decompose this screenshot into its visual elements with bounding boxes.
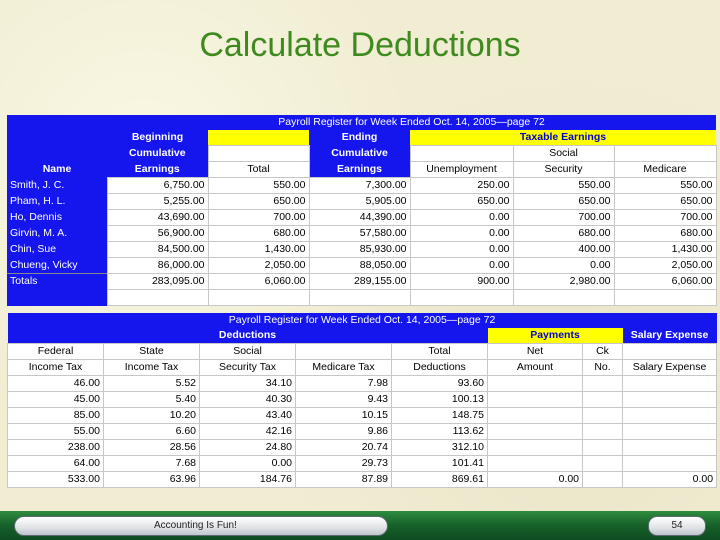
header-social-1: Social [513, 146, 614, 162]
cell-begin: 86,000.00 [107, 258, 208, 274]
cell-begin: 6,750.00 [107, 178, 208, 194]
cell-unemp: 650.00 [410, 194, 513, 210]
table-row [7, 258, 716, 274]
header-total-deductions-1: Total [392, 344, 488, 360]
totals-medicare: 6,060.00 [614, 274, 716, 290]
payroll-register-deductions [7, 313, 717, 488]
totals-social: 2,980.00 [513, 274, 614, 290]
cell-federal: 55.00 [8, 424, 104, 440]
cell-social: 550.00 [513, 178, 614, 194]
cell-unemp: 0.00 [410, 226, 513, 242]
empty-cell [488, 456, 583, 472]
totals-total: 6,060.00 [208, 274, 309, 290]
header-state-1: State [104, 344, 200, 360]
cell-state: 28.56 [104, 440, 200, 456]
employee-name: Chin, Sue [7, 242, 107, 258]
cell-state: 10.20 [104, 408, 200, 424]
cell-total: 650.00 [208, 194, 309, 210]
empty-cell [583, 424, 623, 440]
empty-cell [623, 440, 717, 456]
cell-medicare: 10.15 [296, 408, 392, 424]
empty-cell [583, 392, 623, 408]
table-row [8, 440, 717, 456]
employee-name: Girvin, M. A. [7, 226, 107, 242]
slide-title: Calculate Deductions [199, 26, 521, 64]
cell-ending: 57,580.00 [309, 226, 410, 242]
cell-social: 42.16 [200, 424, 296, 440]
header-social-2: Security [513, 162, 614, 178]
cell-unemp: 0.00 [410, 242, 513, 258]
cell-medicare: 700.00 [614, 210, 716, 226]
cell-medicare: 29.73 [296, 456, 392, 472]
footer-text: Accounting Is Fun! [154, 520, 237, 531]
cell-federal: 64.00 [8, 456, 104, 472]
empty-cell [488, 376, 583, 392]
header-net-1: Net [488, 344, 583, 360]
table-row [8, 424, 717, 440]
header-ck-2: No. [583, 360, 623, 376]
empty-cell [623, 456, 717, 472]
cell-total: 2,050.00 [208, 258, 309, 274]
cell-total: 113.62 [392, 424, 488, 440]
table-row [7, 178, 716, 194]
header-state-2: Income Tax [104, 360, 200, 376]
totals-medicare-tax: 87.89 [296, 472, 392, 488]
table-row [8, 408, 717, 424]
empty-cell [583, 408, 623, 424]
header-medicare: Medicare [614, 162, 716, 178]
empty-cell [623, 408, 717, 424]
cell-unemp: 0.00 [410, 258, 513, 274]
employee-name: Pham, H. L. [7, 194, 107, 210]
header-ending-1: Ending [309, 130, 410, 146]
cell-medicare: 650.00 [614, 194, 716, 210]
empty-cell [488, 408, 583, 424]
cell-medicare: 2,050.00 [614, 258, 716, 274]
employee-name: Smith, J. C. [7, 178, 107, 194]
cell-ending: 5,905.00 [309, 194, 410, 210]
cell-state: 7.68 [104, 456, 200, 472]
header-ck-1: Ck [583, 344, 623, 360]
empty-cell [488, 392, 583, 408]
empty-cell [488, 440, 583, 456]
header-social-tax-2: Security Tax [200, 360, 296, 376]
totals-net-amount: 0.00 [488, 472, 583, 488]
header-ending-3: Earnings [309, 162, 410, 178]
cell-social: 24.80 [200, 440, 296, 456]
cell-medicare: 9.86 [296, 424, 392, 440]
empty-cell [583, 440, 623, 456]
cell-total: 93.60 [392, 376, 488, 392]
header-name: Name [7, 162, 107, 178]
totals-unemployment: 900.00 [410, 274, 513, 290]
cell-medicare: 20.74 [296, 440, 392, 456]
header-beginning-1: Beginning [107, 130, 208, 146]
header-ending-2: Cumulative [309, 146, 410, 162]
header-deductions: Deductions [8, 328, 488, 344]
header-medicare-tax: Medicare Tax [296, 360, 392, 376]
cell-medicare: 1,430.00 [614, 242, 716, 258]
cell-medicare: 550.00 [614, 178, 716, 194]
header-beginning-2: Cumulative [107, 146, 208, 162]
register2-totals-row [8, 472, 717, 488]
header-total-deductions-2: Deductions [392, 360, 488, 376]
register2-title: Payroll Register for Week Ended Oct. 14, 2005—page 72 [8, 313, 717, 328]
header-taxable-earnings: Taxable Earnings [410, 130, 716, 146]
cell-federal: 238.00 [8, 440, 104, 456]
header-federal-1: Federal [8, 344, 104, 360]
cell-social: 43.40 [200, 408, 296, 424]
employee-name: Chueng, Vicky [7, 258, 107, 274]
cell-social: 400.00 [513, 242, 614, 258]
cell-total: 700.00 [208, 210, 309, 226]
cell-medicare: 7.98 [296, 376, 392, 392]
cell-begin: 84,500.00 [107, 242, 208, 258]
cell-unemp: 250.00 [410, 178, 513, 194]
empty-cell [623, 392, 717, 408]
totals-total-deductions: 869.61 [392, 472, 488, 488]
cell-total: 100.13 [392, 392, 488, 408]
cell-federal: 45.00 [8, 392, 104, 408]
header-social-tax-1: Social [200, 344, 296, 360]
header-total: Total [208, 162, 309, 178]
cell-total: 101.41 [392, 456, 488, 472]
cell-federal: 46.00 [8, 376, 104, 392]
header-federal-2: Income Tax [8, 360, 104, 376]
employee-name: Ho, Dennis [7, 210, 107, 226]
header-unemployment: Unemployment [410, 162, 513, 178]
header-salary-expense: Salary Expense [623, 360, 717, 376]
empty-cell [583, 456, 623, 472]
cell-unemp: 0.00 [410, 210, 513, 226]
table-row [8, 376, 717, 392]
totals-label: Totals [7, 274, 107, 290]
register1-title: Payroll Register for Week Ended Oct. 14, 2005—page 72 [107, 115, 716, 130]
header-beginning-3: Earnings [107, 162, 208, 178]
cell-social: 700.00 [513, 210, 614, 226]
totals-federal: 533.00 [8, 472, 104, 488]
cell-begin: 56,900.00 [107, 226, 208, 242]
empty-cell [583, 376, 623, 392]
cell-social: 40.30 [200, 392, 296, 408]
cell-social: 34.10 [200, 376, 296, 392]
cell-begin: 5,255.00 [107, 194, 208, 210]
empty-cell [623, 376, 717, 392]
cell-medicare: 9.43 [296, 392, 392, 408]
cell-total: 680.00 [208, 226, 309, 242]
empty-cell [488, 424, 583, 440]
cell-social: 650.00 [513, 194, 614, 210]
header-payments: Payments [488, 328, 623, 344]
totals-begin: 283,095.00 [107, 274, 208, 290]
table-row [8, 392, 717, 408]
cell-total: 1,430.00 [208, 242, 309, 258]
cell-ending: 44,390.00 [309, 210, 410, 226]
totals-ending: 289,155.00 [309, 274, 410, 290]
cell-state: 5.52 [104, 376, 200, 392]
table-row [7, 210, 716, 226]
register1-totals-row [7, 274, 716, 290]
table-row [7, 194, 716, 210]
table-row [7, 242, 716, 258]
cell-ending: 85,930.00 [309, 242, 410, 258]
cell-medicare: 680.00 [614, 226, 716, 242]
cell-federal: 85.00 [8, 408, 104, 424]
cell-social: 0.00 [513, 258, 614, 274]
header-salary-expense-group: Salary Expense [623, 328, 717, 344]
cell-total: 550.00 [208, 178, 309, 194]
empty-cell [623, 424, 717, 440]
cell-social: 680.00 [513, 226, 614, 242]
cell-total: 148.75 [392, 408, 488, 424]
totals-state: 63.96 [104, 472, 200, 488]
page-number: 54 [648, 516, 706, 536]
header-net-2: Amount [488, 360, 583, 376]
totals-salary-expense: 0.00 [623, 472, 717, 488]
table-row [8, 456, 717, 472]
cell-ending: 88,050.00 [309, 258, 410, 274]
totals-social-tax: 184.76 [200, 472, 296, 488]
cell-state: 6.60 [104, 424, 200, 440]
table-row [7, 226, 716, 242]
cell-total: 312.10 [392, 440, 488, 456]
cell-social: 0.00 [200, 456, 296, 472]
cell-state: 5.40 [104, 392, 200, 408]
cell-begin: 43,690.00 [107, 210, 208, 226]
cell-ending: 7,300.00 [309, 178, 410, 194]
payroll-register-earnings [7, 115, 717, 306]
